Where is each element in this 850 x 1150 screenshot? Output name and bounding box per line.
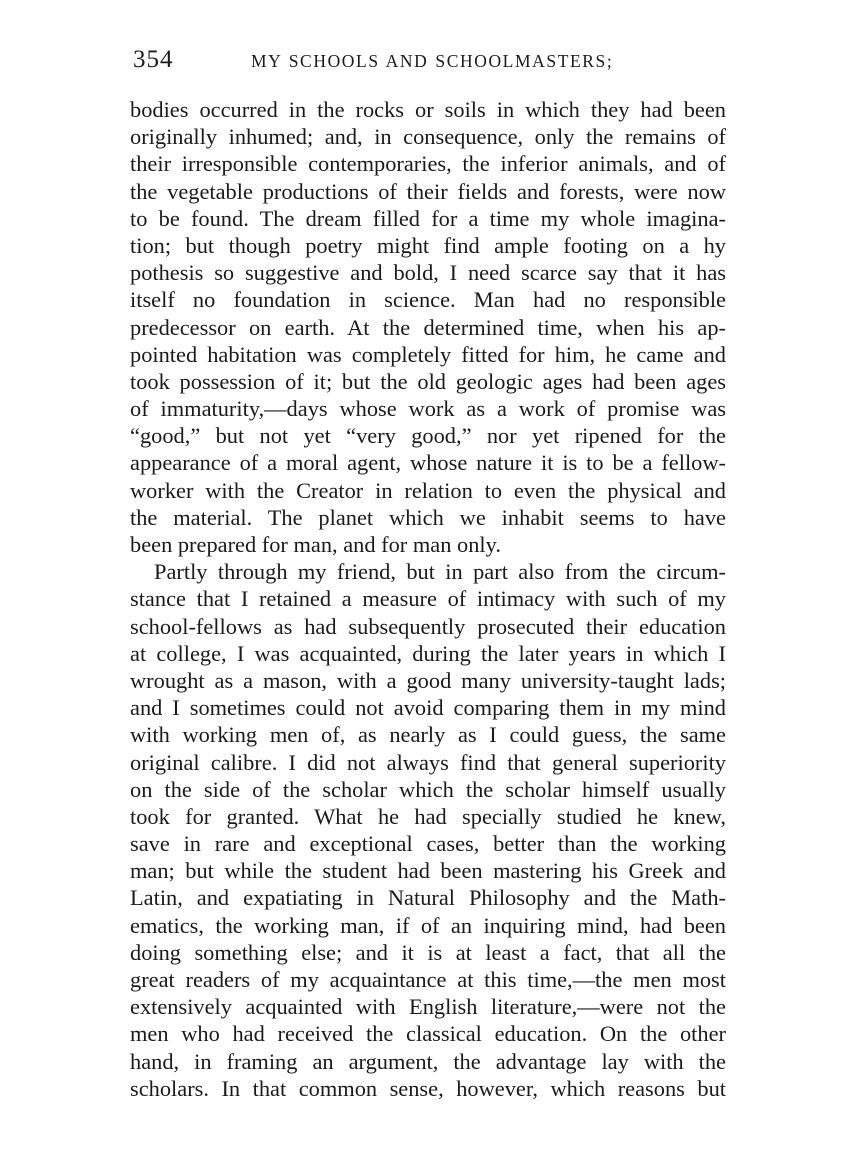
- text-line: men who had received the classical education. On the other: [130, 1021, 726, 1047]
- text-line: wrought as a mason, with a good many university-taught lads;: [130, 667, 726, 693]
- text-line: doing something else; and it is at least a fact, that all the: [130, 939, 726, 965]
- text-line: itself no foundation in science. Man had no responsible: [130, 287, 726, 313]
- body-text: [130, 96, 726, 1102]
- text-line: and I sometimes could not avoid comparing them in my mind: [130, 695, 726, 721]
- text-line: worker with the Creator in relation to even the physical and: [130, 477, 726, 503]
- running-title: MY SCHOOLS AND SCHOOLMASTERS;: [251, 51, 614, 71]
- text-line: original calibre. I did not always find that general superiority: [130, 749, 726, 775]
- text-line: predecessor on earth. At the determined time, when his ap-: [130, 314, 726, 340]
- text-line: pointed habitation was completely fitted for him, he came and: [130, 341, 726, 367]
- text-line: at college, I was acquainted, during the later years in which I: [130, 640, 726, 666]
- text-line: Latin, and expatiating in Natural Philosophy and the Math-: [130, 885, 726, 911]
- text-line: took for granted. What he had specially studied he knew,: [130, 803, 726, 829]
- text-line: extensively acquainted with English literature,—were not the: [130, 994, 726, 1020]
- text-line: to be found. The dream filled for a time my whole imagina-: [130, 205, 726, 231]
- text-line: originally inhumed; and, in consequence, only the remains of: [130, 124, 726, 150]
- text-line: pothesis so suggestive and bold, I need scarce say that it has: [130, 260, 726, 286]
- text-line: took possession of it; but the old geologic ages had been ages: [130, 368, 726, 394]
- text-line: the material. The planet which we inhabit seems to have: [130, 504, 726, 530]
- text-line: the vegetable productions of their fields and forests, were now: [130, 178, 726, 204]
- page-number: 354: [133, 46, 174, 73]
- text-line: stance that I retained a measure of intimacy with such of my: [130, 586, 726, 612]
- text-line: with working men of, as nearly as I could guess, the same: [130, 722, 726, 748]
- paragraph-start-line: Partly through my friend, but in part also from the circum-: [154, 559, 726, 585]
- text-line: of immaturity,—days whose work as a work of promise was: [130, 396, 726, 422]
- paragraph-end-line: been prepared for man, and for man only.: [130, 532, 501, 557]
- text-line: man; but while the student had been mastering his Greek and: [130, 858, 726, 884]
- text-line: save in rare and exceptional cases, better than the working: [130, 831, 726, 857]
- text-line: great readers of my acquaintance at this time,—the men most: [130, 967, 726, 992]
- text-line: ematics, the working man, if of an inquiring mind, had been: [130, 912, 726, 938]
- text-line: their irresponsible contemporaries, the inferior animals, and of: [130, 151, 726, 177]
- text-line: hand, in framing an argument, the advantage lay with the: [130, 1048, 726, 1074]
- text-line: school-fellows as had subsequently prosecuted their education: [130, 613, 726, 639]
- text-line: bodies occurred in the rocks or soils in which they had been: [130, 97, 726, 122]
- text-line: scholars. In that common sense, however, which reasons but: [130, 1075, 726, 1101]
- text-line: tion; but though poetry might find ample footing on a hy: [130, 232, 726, 258]
- text-line: on the side of the scholar which the scholar himself usually: [130, 776, 726, 802]
- text-line: appearance of a moral agent, whose nature it is to be a fellow-: [130, 450, 726, 476]
- text-line: “good,” but not yet “very good,” nor yet ripened for the: [130, 423, 726, 449]
- running-head: [133, 40, 729, 80]
